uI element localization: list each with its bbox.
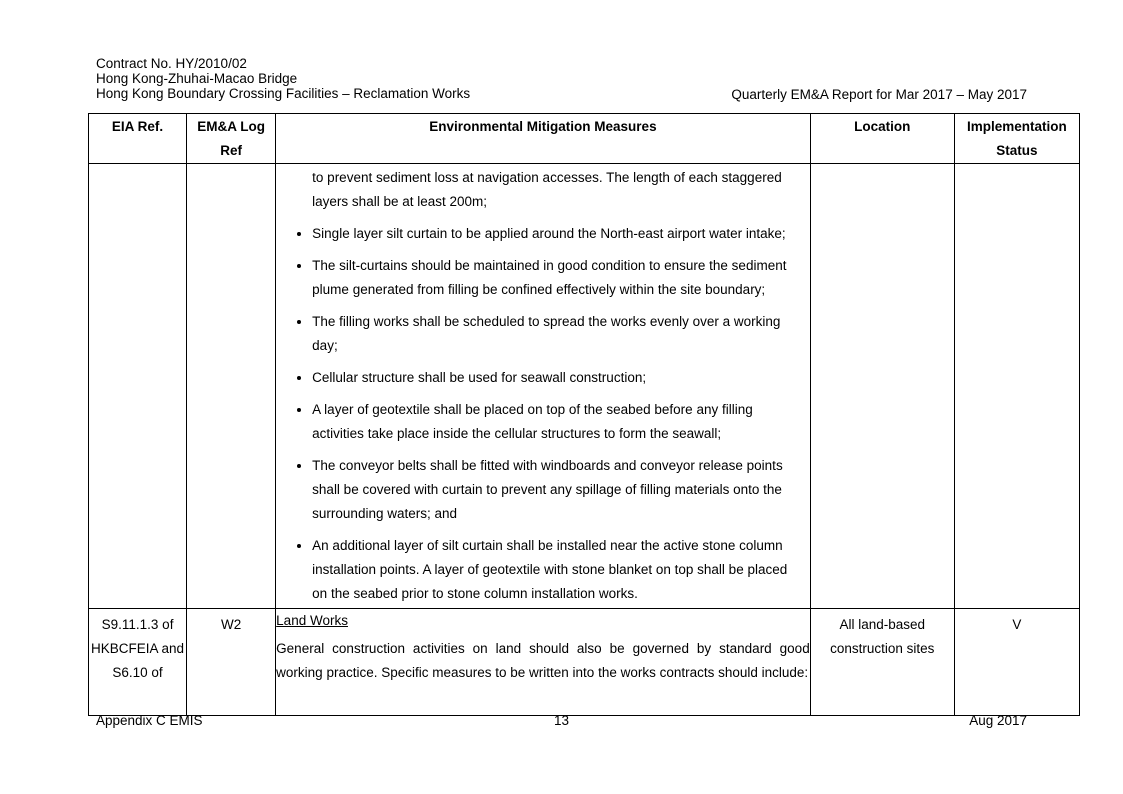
list-item: • Single layer silt curtain to be applied around the North-east airport water intake; [312, 222, 804, 246]
list-item: • An additional layer of silt curtain shall be installed near the active stone column installation points. A layer of geotextile with stone blanket on top shall be placed on the seabed prior to stone column installation works. [312, 534, 804, 606]
list-item: • A layer of geotextile shall be placed on top of the seabed before any filling activities take place inside the cellular structures to form the seawall; [312, 398, 804, 446]
document-header [96, 56, 470, 101]
report-title: Quarterly EM&A Report for Mar 2017 – May 2017 [731, 87, 1027, 102]
project-subtitle: Hong Kong Boundary Crossing Facilities – Reclamation Works [96, 86, 471, 101]
list-item: • Cellular structure shall be used for seawall construction; [312, 366, 804, 390]
list-item: • The conveyor belts shall be fitted with windboards and conveyor release points shall be covered with curtain to prevent any spillage of filling materials onto the surrounding waters; and [312, 454, 804, 526]
measures-cell [276, 609, 811, 716]
column-header-status: Implementation Status [954, 114, 1079, 164]
table-row [89, 164, 1080, 609]
ema-log-cell: W2 [187, 609, 276, 716]
measures-bullet-list [276, 222, 810, 606]
location-cell [810, 164, 954, 609]
measures-cell [276, 164, 811, 609]
list-item: • The silt-curtains should be maintained in good condition to ensure the sediment plume generated from filling be confined effectively within the site boundary; [312, 254, 804, 302]
column-header-ema-log-ref: EM&A Log Ref [187, 114, 276, 164]
eia-ref-cell [89, 164, 187, 609]
column-header-eia-ref: EIA Ref. [89, 114, 187, 164]
column-header-measures: Environmental Mitigation Measures [276, 114, 811, 164]
ema-log-cell [187, 164, 276, 609]
table-row [89, 609, 1080, 716]
eia-ref-cell: S9.11.1.3 of HKBCFEIA and S6.10 of [89, 609, 187, 716]
land-works-title: Land Works [276, 613, 348, 628]
status-cell: V [954, 609, 1079, 716]
page-number: 13 [553, 713, 570, 728]
project-name: Hong Kong-Zhuhai-Macao Bridge [96, 71, 298, 86]
land-works-text: General construction activities on land should also be governed by standard good working practice. Specific measures to be written into the works contracts should include: [276, 641, 810, 680]
footer-appendix: Appendix C EMIS [96, 713, 203, 728]
table-header-row [89, 114, 1080, 164]
footer-date: Aug 2017 [969, 713, 1027, 728]
location-cell: All land-based construction sites [810, 609, 954, 716]
continued-text: to prevent sediment loss at navigation accesses. The length of each staggered layers shall be at least 200m; [312, 170, 782, 209]
status-cell [954, 164, 1079, 609]
mitigation-measures-table [88, 113, 1080, 716]
column-header-location: Location [810, 114, 954, 164]
contract-number: Contract No. HY/2010/02 [96, 56, 247, 71]
list-item: • The filling works shall be scheduled to spread the works evenly over a working day; [312, 310, 804, 358]
